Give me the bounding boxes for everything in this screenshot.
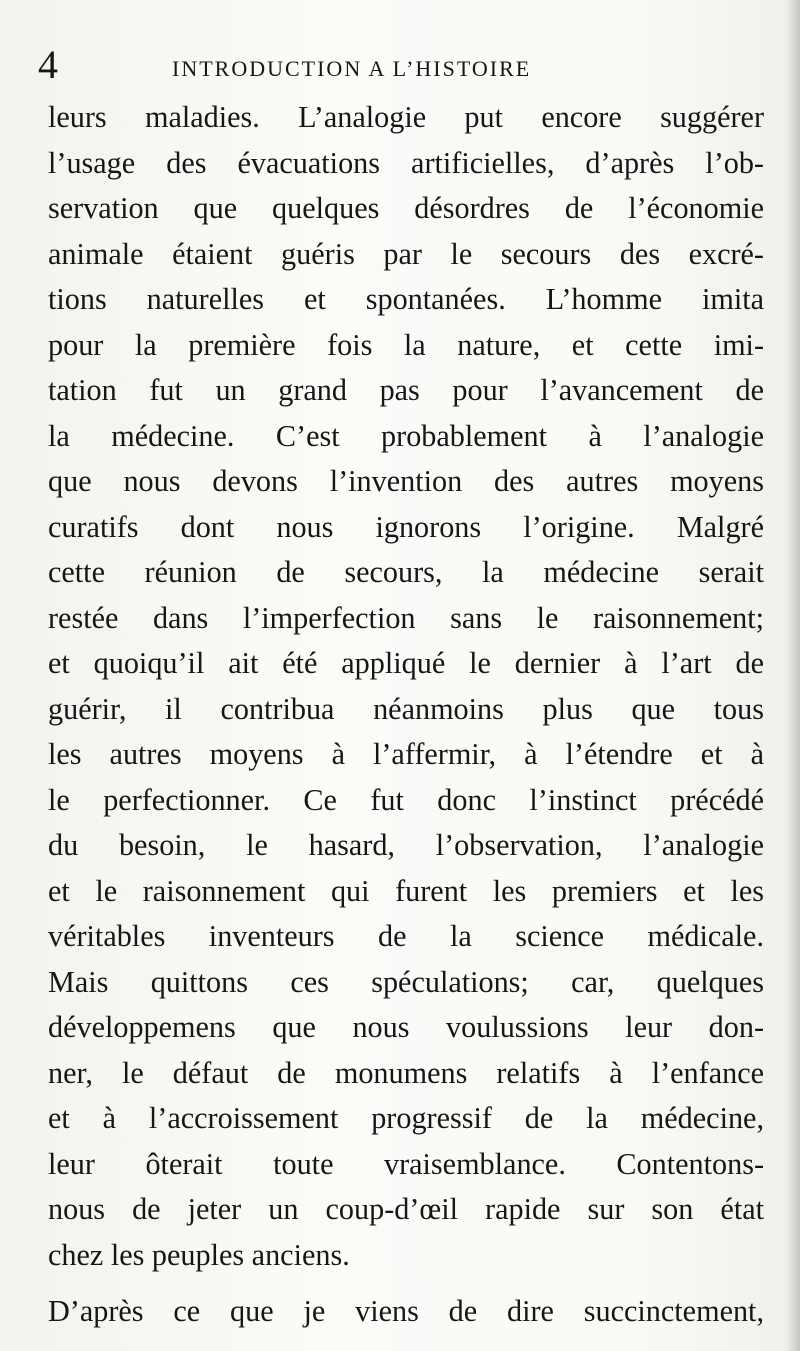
page-edge-shadow xyxy=(786,0,800,1351)
text-line: et quoiqu’il ait été appliqué le dernier à l’art de xyxy=(48,646,764,680)
text-line: et à l’accroissement progressif de la médecine, xyxy=(48,1101,764,1135)
text-line: guérir, il contribua néanmoins plus que tous xyxy=(48,691,764,726)
body-text xyxy=(48,95,764,1335)
text-line: leurs maladies. L’analogie put encore suggérer xyxy=(48,100,764,134)
page-number: 4 xyxy=(38,42,58,87)
text-line: pour la première fois la nature, et cette imi- xyxy=(48,327,764,362)
text-line: les autres moyens à l’affermir, à l’étendre et à xyxy=(48,737,764,771)
text-line: restée dans l’imperfection sans le raisonnement; xyxy=(48,600,764,635)
text-line: ner, le défaut de monumens relatifs à l’enfance xyxy=(48,1055,764,1090)
text-line: servation que quelques désordres de l’économie xyxy=(48,191,764,225)
text-line: développemens que nous voulussions leur don- xyxy=(48,1010,764,1044)
text-line: la médecine. C’est probablement à l’analogie xyxy=(48,418,764,453)
text-line: tions naturelles et spontanées. L’homme imita xyxy=(48,282,764,316)
text-line: chez les peuples anciens. xyxy=(48,1237,350,1272)
text-line: Mais quittons ces spéculations; car, quelques xyxy=(48,964,764,999)
text-line: nous de jeter un coup-d’œil rapide sur son état xyxy=(48,1192,764,1226)
text-line: du besoin, le hasard, l’observation, l’analogie xyxy=(48,828,764,862)
paragraph-gap xyxy=(48,1278,764,1289)
text-line: le perfectionner. Ce fut donc l’instinct précédé xyxy=(48,782,764,817)
page-header xyxy=(36,44,776,94)
running-head: INTRODUCTION A L’HISTOIRE xyxy=(172,56,532,81)
text-line: cette réunion de secours, la médecine serait xyxy=(48,555,764,589)
text-line: l’usage des évacuations artificielles, d’après l’ob- xyxy=(48,145,764,180)
text-line: curatifs dont nous ignorons l’origine. Malgré xyxy=(48,509,764,544)
text-line: et le raisonnement qui furent les premiers et les xyxy=(48,873,764,908)
paragraph-2 xyxy=(48,1289,764,1335)
paragraph-1 xyxy=(48,95,764,1278)
text-line: véritables inventeurs de la science médicale. xyxy=(48,919,764,953)
text-line: animale étaient guéris par le secours des excré- xyxy=(48,236,764,271)
text-line: leur ôterait toute vraisemblance. Contentons- xyxy=(48,1146,764,1181)
text-line: D’après ce que je viens de dire succinctement, xyxy=(48,1294,764,1328)
text-line: que nous devons l’invention des autres moyens xyxy=(48,464,764,498)
text-line: tation fut un grand pas pour l’avancement de xyxy=(48,373,764,407)
